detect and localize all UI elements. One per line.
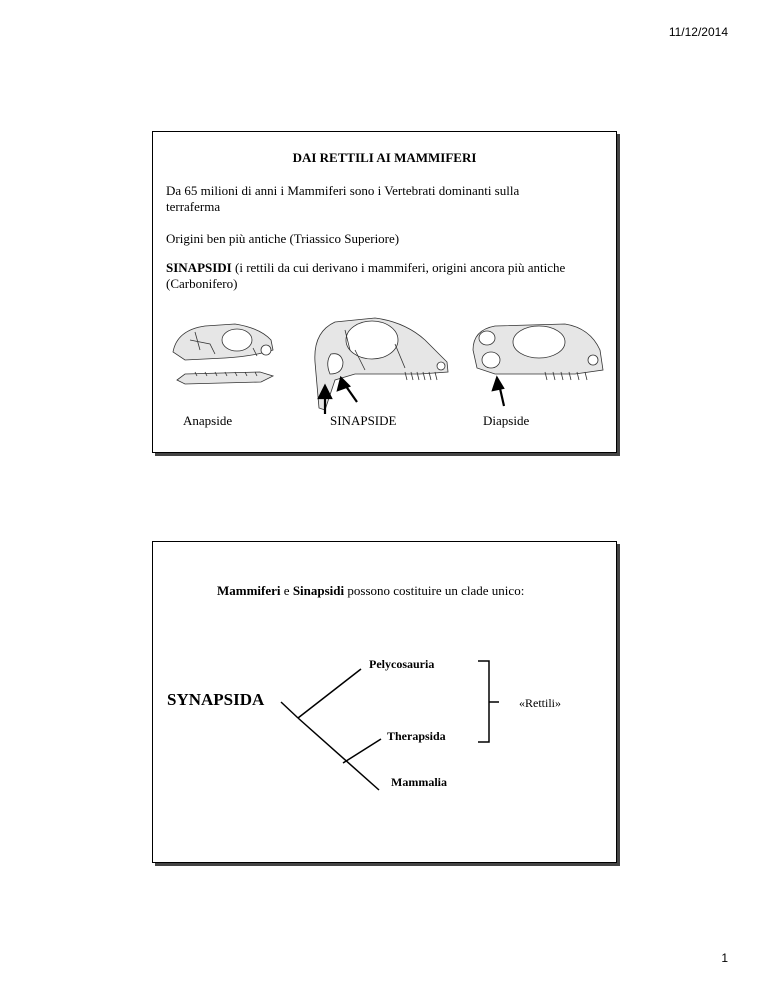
term-sinapsidi: Sinapsidi xyxy=(292,583,345,598)
root-label-synapsida: SYNAPSIDA xyxy=(167,690,265,709)
slide-title: DAI RETTILI AI MAMMIFERI xyxy=(292,150,477,165)
root-connector xyxy=(281,702,298,718)
taxon-pelycosauria: Pelycosauria xyxy=(369,657,435,671)
reptiles-bracket xyxy=(478,661,489,742)
synapsids-term: SINAPSIDI xyxy=(166,260,232,275)
synapsid-skull-drawing xyxy=(315,318,448,410)
slide-1 xyxy=(152,131,617,453)
anapsid-skull-drawing xyxy=(173,324,273,384)
branch-therapsida xyxy=(343,739,381,763)
term-mammiferi: Mammiferi xyxy=(217,583,281,598)
branch-pelycosauria xyxy=(298,669,361,718)
paragraph-origins: Origini ben più antiche (Triassico Superiore) xyxy=(166,231,400,246)
paragraph-mammals-dominant: Da 65 milioni di anni i Mammiferi sono i Vertebrati dominanti sulla terraferma xyxy=(166,183,520,214)
caption-diapside: Diapside xyxy=(483,413,530,428)
page-date: 11/12/2014 xyxy=(668,25,728,39)
bracket-label-rettili: «Rettili» xyxy=(519,696,561,710)
synapsids-description: (i rettili da cui derivano i mammiferi, origini ancora più antiche (Carbonifero) xyxy=(166,260,566,291)
caption-sinapside: SINAPSIDE xyxy=(330,413,397,428)
paragraph-synapsids xyxy=(166,260,566,292)
conjunction: e xyxy=(280,583,293,598)
clade-statement-rest: possono costituire un clade unico: xyxy=(344,583,525,598)
taxon-therapsida: Therapsida xyxy=(387,729,446,743)
taxon-mammalia: Mammalia xyxy=(391,775,447,789)
slide-2 xyxy=(152,541,617,863)
diapsid-skull-drawing xyxy=(473,324,603,380)
branch-mammalia xyxy=(298,718,379,790)
caption-anapside: Anapside xyxy=(183,413,233,428)
page-number: 1 xyxy=(721,951,728,965)
